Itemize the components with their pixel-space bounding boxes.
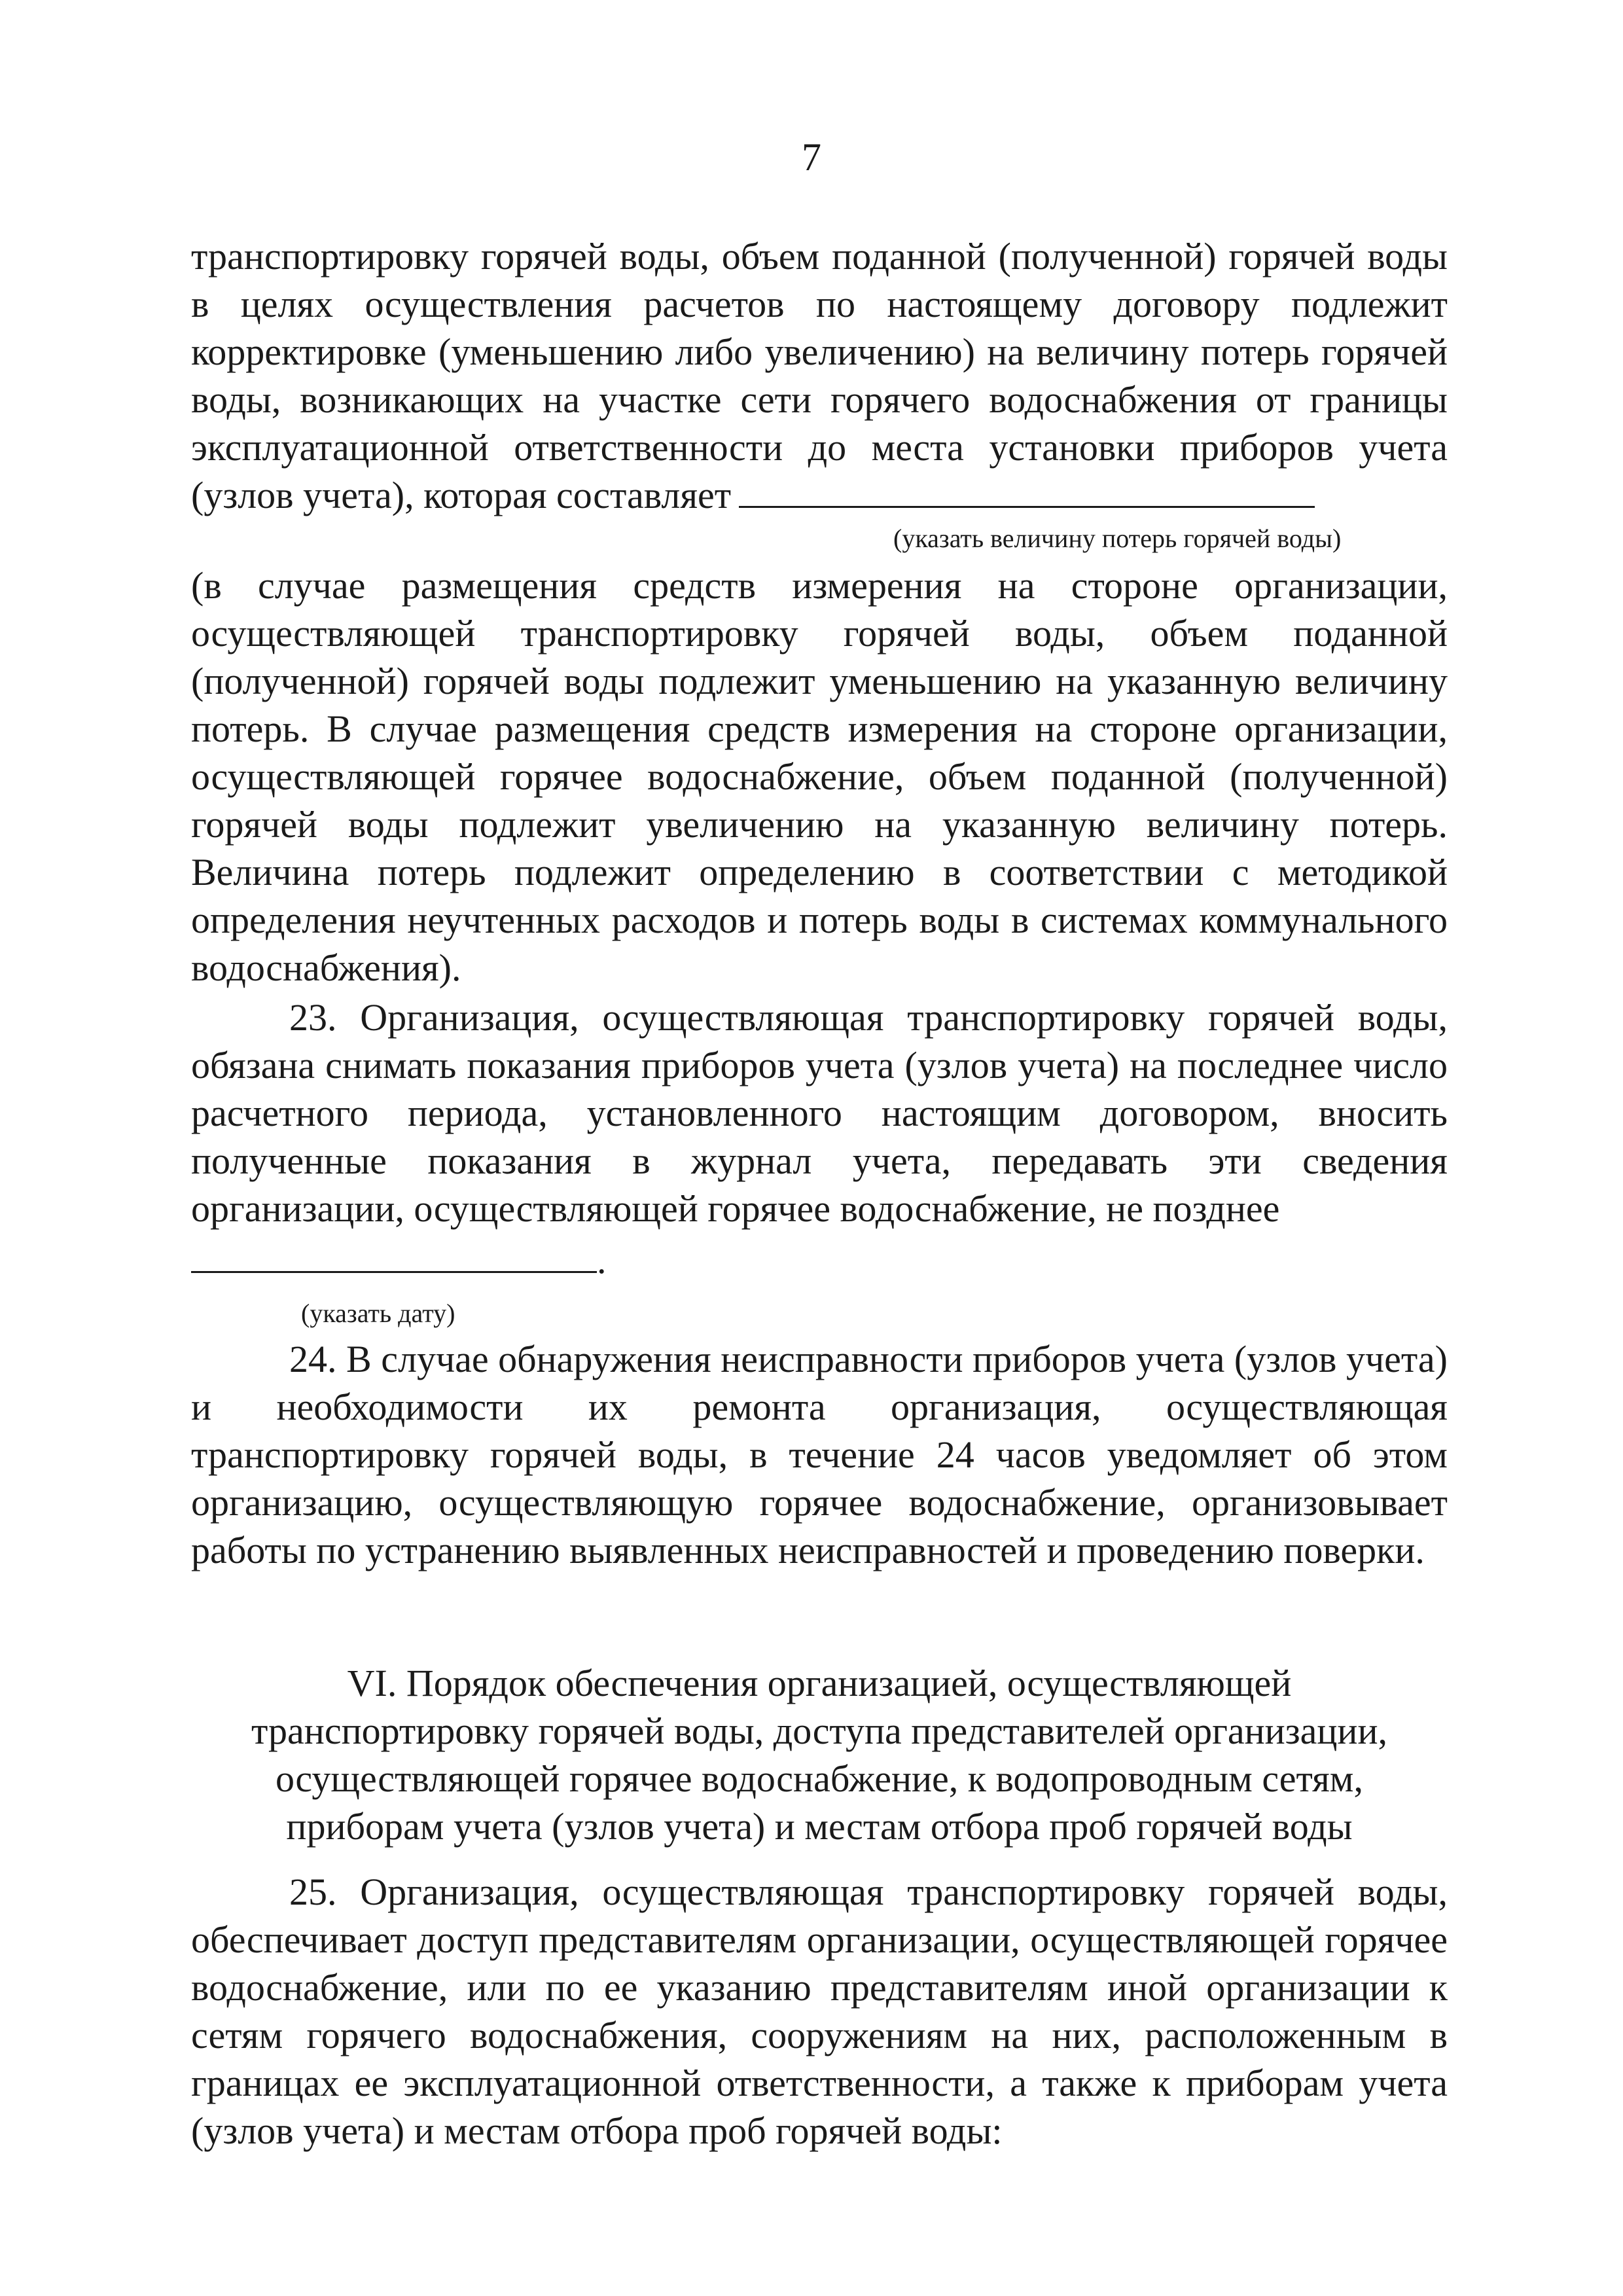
loss-value-blank-line: [739, 472, 1315, 508]
caption-loss-value: (указать величину потерь горячей воды): [893, 524, 1342, 553]
paragraph-case: (в случае размещения средств измерения на стороне организации, осуществляющей транспортировку горячей воды, объем поданной (полученной) горячей воды подлежит уменьшению на указанную величину потерь. В случае размещения средств измерения на стороне организации, осуществляющей горячее водоснабжение, объем поданной (полученной) горячей воды подлежит увеличению на указанную величину потерь. Величина потерь подлежит определению в соответствии с методикой определения неучтенных расходов и потерь воды в системах коммунального водоснабжения).: [191, 564, 1448, 989]
paragraph-intro-text: транспортировку горячей воды, объем поданной (полученной) горячей воды в целях осуществления расчетов по настоящему договору подлежит корректировке (уменьшению либо увеличению) на величину потерь горячей воды, возникающих на участке сети горячего водоснабжения от границы эксплуатационной ответственности до места установки приборов учета (узлов учета), которая составляет: [191, 235, 1448, 516]
section-title-line: транспортировку горячей воды, доступа представителей организации,: [251, 1710, 1387, 1752]
page-number: 7: [802, 135, 821, 179]
caption-date: (указать дату): [301, 1299, 455, 1328]
date-line-period: .: [597, 1239, 607, 1282]
date-blank-row: [191, 1238, 607, 1280]
date-blank-line: [191, 1238, 597, 1273]
paragraph-25: 25. Организация, осуществляющая транспортировку горячей воды, обеспечивает доступ представителям организации, осуществляющей горячее водоснабжение, или по ее указанию представителям иной организации к сетям горячего водоснабжения, сооружениям на них, расположенным в границах ее эксплуатационной ответственности, а также к приборам учета (узлов учета) и местам отбора проб горячей воды:: [191, 1871, 1448, 2152]
paragraph-23: 23. Организация, осуществляющая транспортировку горячей воды, обязана снимать показания приборов учета (узлов учета) на последнее число расчетного периода, установленного настоящим договором, вносить полученные показания в журнал учета, передавать эти сведения организации, осуществляющей горячее водоснабжение, не позднее: [191, 996, 1448, 1230]
paragraph-24: 24. В случае обнаружения неисправности приборов учета (узлов учета) и необходимости их ремонта организация, осуществляющая транспортировку горячей воды, в течение 24 часов уведомляет об этом организацию, осуществляющую горячее водоснабжение, организовывает работы по устранению выявленных неисправностей и проведению поверки.: [191, 1338, 1448, 1571]
section-title-line: VI. Порядок обеспечения организацией, осуществляющей: [347, 1662, 1292, 1704]
section-title-line: осуществляющей горячее водоснабжение, к водопроводным сетям,: [275, 1757, 1364, 1800]
paragraph-intro: [191, 232, 1448, 519]
section-title-line: приборам учета (узлов учета) и местам отбора проб горячей воды: [286, 1805, 1353, 1848]
section-title: [191, 1659, 1448, 1850]
